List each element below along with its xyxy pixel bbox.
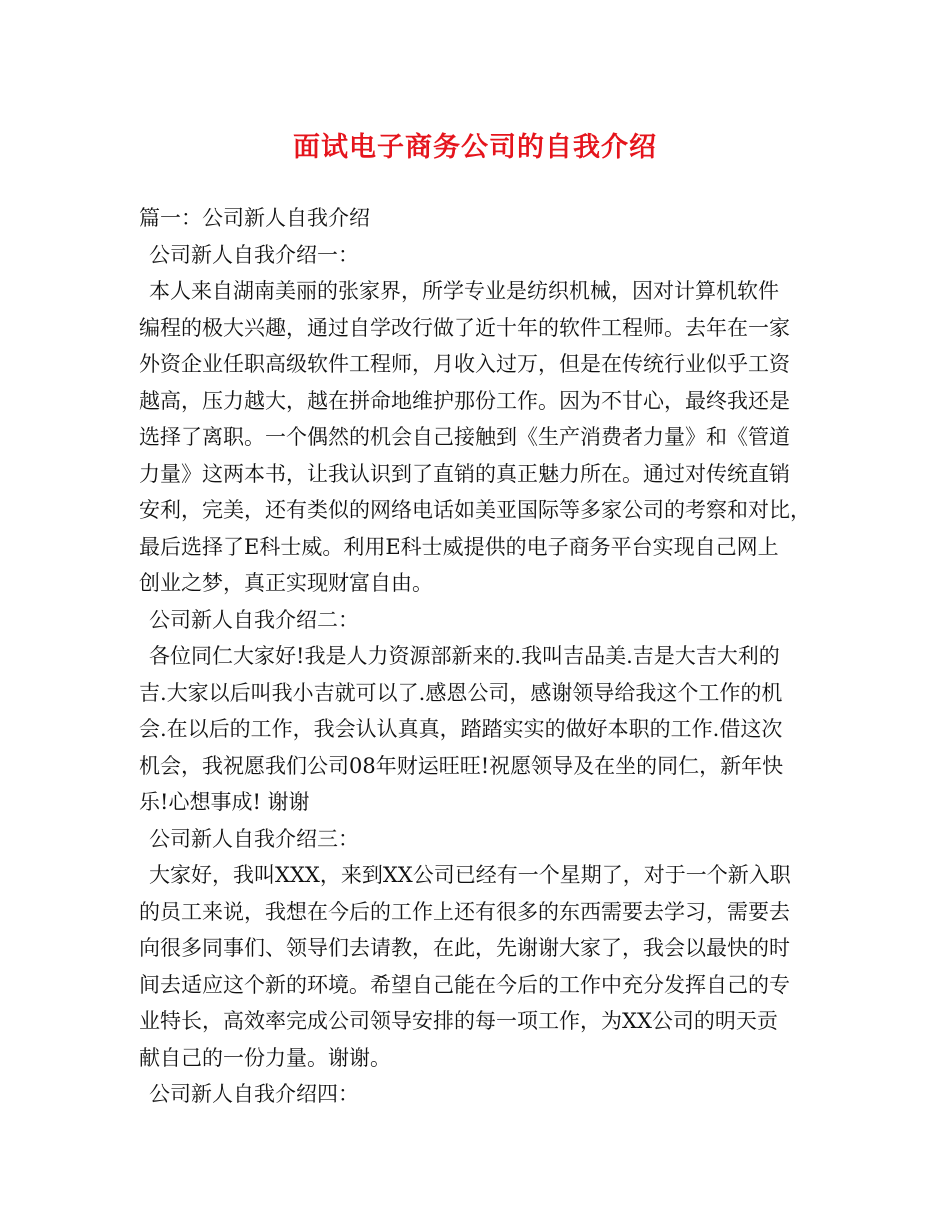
text-line: 各位同仁大家好!我是人力资源部新来的.我叫吉品美.吉是大吉大利的 — [149, 644, 780, 668]
text-line: 公司新人自我介绍一： — [149, 242, 359, 267]
text-line: 编程的极大兴趣，通过自学改行做了近十年的软件工程师。去年在一家 — [139, 315, 790, 340]
text-line: 安利，完美，还有类似的网络电话如美亚国际等多家公司的考察和对比， — [139, 498, 811, 522]
text-line: 力量》这两本书，让我认识到了直销的真正魅力所在。通过对传统直销 — [139, 461, 790, 486]
text-line: 选择了离职。一个偶然的机会自己接触到《生产消费者力量》和《管道 — [139, 425, 790, 449]
text-line: 公司新人自我介绍三： — [149, 826, 359, 851]
text-line: 机会，我祝愿我们公司08年财运旺旺!祝愿领导及在坐的同仁，新年快 — [139, 753, 784, 778]
text-line: 间去适应这个新的环境。希望自己能在今后的工作中充分发挥自己的专 — [139, 972, 790, 997]
text-line: 的员工来说，我想在今后的工作上还有很多的东西需要去学习，需要去 — [139, 899, 790, 924]
text-line: 业特长，高效率完成公司领导安排的每一项工作，为XX公司的明天贡 — [139, 1009, 778, 1033]
text-line: 外资企业任职高级软件工程师，月收入过万，但是在传统行业似乎工资 — [139, 352, 790, 376]
text-line: 最后选择了E科士威。利用E科士威提供的电子商务平台实现自己网上 — [139, 534, 779, 559]
text-line: 创业之梦，真正实现财富自由。 — [139, 571, 433, 595]
document-title: 面试电子商务公司的自我介绍 — [293, 132, 657, 163]
text-line: 会.在以后的工作，我会认认真真，踏踏实实的做好本职的工作.借这次 — [139, 717, 783, 741]
text-line: 吉.大家以后叫我小吉就可以了.感恩公司，感谢领导给我这个工作的机 — [139, 680, 783, 705]
text-line: 献自己的一份力量。谢谢。 — [139, 1045, 391, 1070]
text-line: 向很多同事们、领导们去请教，在此，先谢谢大家了，我会以最快的时 — [139, 936, 790, 960]
text-line: 本人来自湖南美丽的张家界，所学专业是纺织机械，因对计算机软件 — [149, 279, 779, 303]
text-line: 公司新人自我介绍二： — [149, 607, 359, 632]
text-line: 越高，压力越大，越在拼命地维护那份工作。因为不甘心，最终我还是 — [139, 388, 790, 413]
text-line: 篇一：公司新人自我介绍 — [139, 206, 370, 230]
text-line: 乐!心想事成! 谢谢 — [139, 790, 310, 814]
text-line: 公司新人自我介绍四： — [149, 1082, 359, 1106]
text-line: 大家好，我叫XXX，来到XX公司已经有一个星期了，对于一个新入职 — [149, 863, 791, 887]
document-body — [139, 200, 829, 1113]
